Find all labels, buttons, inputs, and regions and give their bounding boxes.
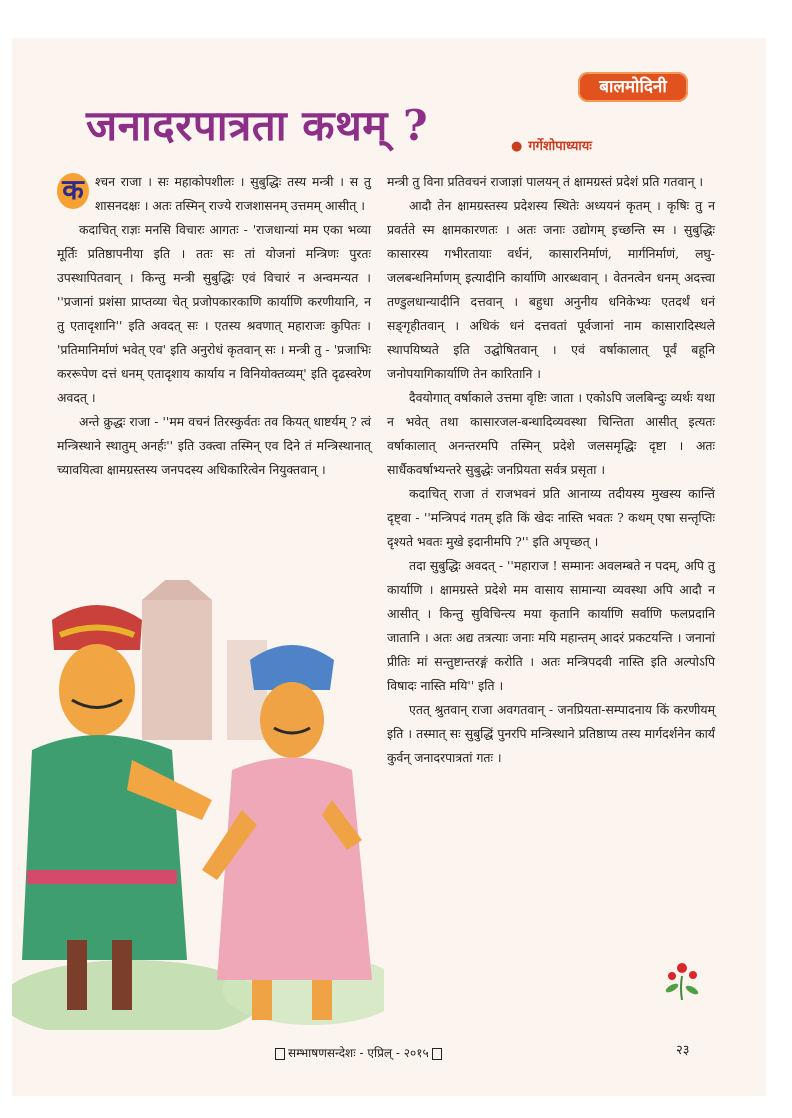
article-column-left [57, 170, 371, 482]
article-column-right [387, 170, 715, 770]
paragraph: कदाचित् राज्ञः मनसि विचारः आगतः - 'राजधान्यां मम एका भव्या मूर्तिः प्रतिष्ठापनीया इति । ततः सः तां योजनां मन्त्रिणः पुरतः उपस्थापितवान् । किन्तु मन्त्री सुबुद्धिः एवं विचारं न अन्वमन्यत । ''प्रजानां प्रशंसा प्राप्तव्या चेत् प्रजोपकारकाणि कार्याणि करणीयानि, न तु एतादृशानि'' इति अवदत् सः । एतस्य श्रवणात् महाराजः कुपितः । 'प्रतिमानिर्माणं भवेत् एव' इति अनुरोधं कृतवान् सः । मन्त्री तु - 'प्रजाभिः कररूपेण दत्तं धनम् एतादृशाय कार्याय न विनियोक्तव्यम्' इति दृढस्वरेण अवदत् । [57, 222, 371, 405]
article-title: जनादरपात्रता कथम् ? [86, 101, 429, 150]
footer-box-icon [275, 1048, 285, 1060]
page-footer [272, 1044, 445, 1061]
paragraph: दैवयोगात् वर्षाकाले उत्तमा वृष्टिः जाता । एकोऽपि जलबिन्दुः व्यर्थः यथा न भवेत् तथा कासारजल-बन्धादिव्यवस्था चिन्तिता आसीत् इत्यतः वर्षाकालात् अनन्तरमपि तस्मिन् प्रदेशे जलसमृद्धिः दृष्टा । अतः सार्धैकवर्षाभ्यन्तरे सुबुद्धेः जनप्रियता सर्वत्र प्रसृता । [387, 390, 715, 477]
flower-ornament-icon [660, 958, 704, 1002]
paragraph: तदा सुबुद्धिः अवदत् - ''महाराज ! सम्मानः अवलम्बते न पदम्, अपि तु कार्याणि । क्षामग्रस्ते प्रदेशे मम वासाय सामान्या व्यवस्था अपि आदौ न आसीत् । किन्तु सुविचिन्त्य मया कृतानि कार्याणि सर्वाणि फलप्रदानि जातानि । अतः अद्य तत्रत्याः जनाः मयि महान्तम् आदरं प्रकटयन्ति । जनानां प्रीतिः मां सन्तुष्टान्तरङ्गं करोति । अतः मन्त्रिपदवी नास्ति इति अल्पोऽपि विषादः नास्ति मयि'' इति । [387, 558, 715, 693]
page-number: २३ [676, 1043, 690, 1058]
paragraph: कदाचित् राजा तं राजभवनं प्रति आनाय्य तदीयस्य मुखस्य कान्तिं दृष्ट्वा - ''मन्त्रिपदं गतम् इति किं खेदः नास्ति भवतः ? कथम् एषा सन्तृप्तिः दृश्यते भवतः मुखे इदानीमपि ?'' इति अपृच्छत् । [387, 486, 715, 549]
king-minister-illustration [12, 580, 384, 1030]
author-name: गर्गेशोपाध्यायः [528, 139, 592, 154]
paragraph [57, 170, 371, 218]
bullet-icon: ● [511, 139, 523, 154]
footer-box-icon [432, 1048, 442, 1060]
paragraph-text: श्चन राजा । सः महाकोपशीलः । सुबुद्धिः तस्य मन्त्री । स तु शासनदक्षः । अतः तस्मिन् राज्ये राजशासनम् उत्तमम् आसीत् । [95, 174, 371, 213]
author-byline [511, 136, 592, 154]
paragraph: मन्त्री तु विना प्रतिवचनं राजाज्ञां पालयन् तं क्षामग्रस्तं प्रदेशं प्रति गतवान् । [387, 174, 704, 189]
paragraph: एतत् श्रुतवान् राजा अवगतवान् - जनप्रियता-सम्पादनाय किं करणीयम् इति । तस्मात् सः सुबुद्धिं पुनरपि मन्त्रिस्थाने प्रतिष्ठाप्य तस्य मार्गदर्शनेन कार्यं कुर्वन् जनादरपात्रतां गतः । [387, 702, 715, 765]
footer-text: सम्भाषणसन्देशः - एप्रिल् - २०१५ [288, 1046, 429, 1060]
paragraph: अन्ते क्रुद्धः राजा - ''मम वचनं तिरस्कुर्वतः तव कियत् धाष्टर्यम् ? त्वं मन्त्रिस्थाने स्थातुम् अनर्हः'' इति उक्त्वा तस्मिन् एव दिने तं मन्त्रिस्थानात् च्यावयित्वा क्षामग्रस्तस्य जनपदस्य अधिकारित्वेन नियुक्तवान् । [57, 414, 371, 477]
dropcap: क [57, 173, 89, 209]
paragraph: आदौ तेन क्षामग्रस्तस्य प्रदेशस्य स्थितेः अध्ययनं कृतम् । कृषिः तु न प्रवर्तते स्म क्षामकारणतः । अतः जनाः उद्योगम् इच्छन्ति स्म । सुबुद्धिः कासारस्य गभीरतायाः वर्धनं, कासारनिर्माणं, मार्गनिर्माणं, लघु-जलबन्धनिर्माणम् इत्यादीनि कार्याणि आरब्धवान् । वेतनत्वेन धनम् अदत्त्वा तण्डुलधान्यादीनि दत्तवान् । बहुधा अनुनीय धनिकेभ्यः एतदर्थं धनं सङ्गृहीतवान् । अधिकं धनं दत्तवतां पूर्वजानां नाम कासारादिस्थले स्थापयिष्यते इति उद्घोषितवान् । एवं वर्षाकालात् पूर्वं बहूनि जनोपयागिकार्याणि तेन कारितानि । [387, 198, 715, 381]
section-tag: बालमोदिनी [578, 72, 688, 102]
